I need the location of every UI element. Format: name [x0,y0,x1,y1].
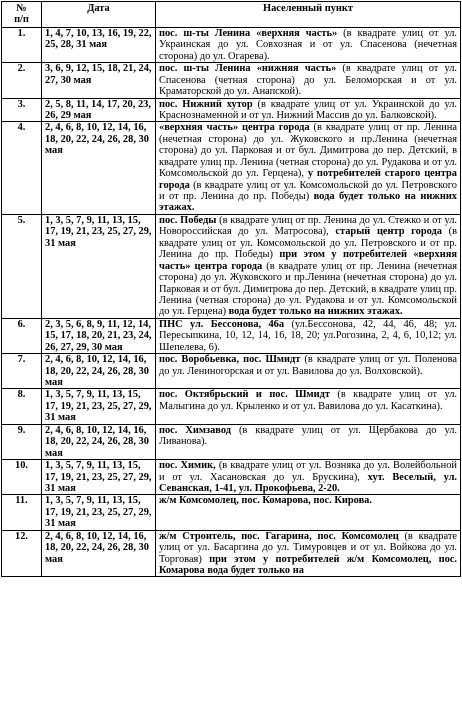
settlement-text-bold: пос. Октябрьский и пос. Шмидт [159,389,330,401]
settlement-text: (в квадрате улиц от ул. Украинской до ул. Краснознаменной и от ул. Нижний Массив до ул. Балковской). [159,98,458,121]
table-row [2,389,461,424]
settlement-text: (в квадрате улиц от ул. Возняка до ул. Волейбольной и от ул. Хасановская до ул. Брускина), [159,460,457,483]
header-number: № п/п [2,2,42,28]
row-settlement [156,424,461,459]
settlement-text-bold: пос. Химзавод [159,424,231,436]
table-row [2,318,461,353]
settlement-text: (в квадрате улиц от ул. Басаргина до ул. Тимуровцев и от ул. Войкова до ул. Торговая) [159,530,457,565]
row-dates: 2, 4, 6, 8, 10, 12, 14, 16, 18, 20, 22, 24, 26, 28, 30 мая [42,122,156,215]
table-row [2,424,461,459]
table-row [2,354,461,389]
row-number: 9. [2,424,42,459]
row-number: 3. [2,98,42,122]
row-dates: 2, 4, 6, 8, 10, 12, 14, 16, 18, 20, 22, 24, 26, 28, 30 мая [42,424,156,459]
settlement-text-bold: вода будет только на нижних этажах. [159,191,458,214]
settlement-text: (в квадрате улиц от ул. Украинская до ул. Совхозная и от ул. Спасенова (нечетная сторона) до ул. Огарева). [159,27,457,62]
row-settlement [156,98,461,122]
row-number: 2. [2,63,42,98]
settlement-text-bold: ж/м Строитель, пос. Гагарина, пос. Комсомолец [159,530,399,542]
row-settlement [156,389,461,424]
table-row [2,63,461,98]
row-settlement [156,495,461,530]
row-number: 5. [2,214,42,318]
row-settlement [156,354,461,389]
row-number: 7. [2,354,42,389]
settlement-text-bold: пос. ш-ты Ленина «нижняя часть» [159,63,337,75]
row-dates: 1, 4, 7, 10, 13, 16, 19, 22, 25, 28, 31 мая [42,27,156,62]
row-number: 6. [2,318,42,353]
row-settlement [156,318,461,353]
settlement-text: (в квадрате улиц от ул. Комсомольской до ул. Петровского и от пр. Ленина до пр. Победы) [159,226,457,261]
settlement-text-bold: при этом у потребителей «верхняя часть» центра города [159,249,457,272]
row-settlement [156,63,461,98]
settlement-text: (в квадрате улиц от ул. Комсомольской до ул. Петровского и от пр. Ленина до пр. Победы) [159,179,457,202]
settlement-text-bold: пос. ш-ты Ленина «верхняя часть» [159,27,338,39]
row-settlement [156,122,461,215]
settlement-text: (в квадрате улиц от пр. Ленина до ул. Стежко и от ул. Новороссийская до ул. Матросова), [159,214,457,238]
row-dates: 2, 3, 5, 6, 8, 9, 11, 12, 14, 15, 17, 18, 20, 21, 23, 24, 26, 27, 29, 30 мая [42,318,156,353]
settlement-text-bold: при этом у потребителей ж/м Комсомолец, пос. Комарова вода будет только на [159,553,457,576]
row-settlement [156,460,461,495]
row-dates: 3, 6, 9, 12, 15, 18, 21, 24, 27, 30 мая [42,63,156,98]
row-number: 1. [2,27,42,62]
row-number: 12. [2,530,42,577]
settlement-text-bold: пос. Воробьевка, пос. Шмидт [159,354,301,366]
settlement-text-bold: хут. Веселый, ул. Севанская, 1-41, ул. Прокофьева, 2-20. [159,471,458,494]
settlement-text-bold: пос. Нижний хутор [159,98,253,110]
settlement-text: (в квадрате улиц от пр. Ленина (нечетная сторона) до ул. Жуковского и пр.Ленина (нечетная сторона) до ул. Парковая и от бул. Димитрова до пер. Детский, в квадрате улиц пр. Ленина (четная сторона) до ул. Рудакова и от ул. Комсомольской до ул. Герцена) [159,260,457,318]
header-date: Дата [42,2,156,28]
row-settlement [156,27,461,62]
row-dates: 1, 3, 5, 7, 9, 11, 13, 15, 17, 19, 21, 23, 25, 27, 29, 31 мая [42,495,156,530]
row-number: 11. [2,495,42,530]
row-dates: 2, 4, 6, 8, 10, 12, 14, 16, 18, 20, 22, 24, 26, 28, 30 мая [42,530,156,577]
settlement-text-bold: у потребителей старого центра города [159,168,457,191]
settlement-text-bold: пос. Химик, [159,460,216,472]
settlement-text-bold: пос. Победы [159,214,217,226]
settlement-text-bold: вода будет только на нижних этажах. [228,306,403,318]
row-number: 4. [2,122,42,215]
row-dates: 1, 3, 5, 7, 9, 11, 13, 15, 17, 19, 21, 23, 25, 27, 29, 31 мая [42,389,156,424]
table-header-row [2,2,461,28]
settlement-text: (в квадрате улиц от ул. Спасенова (четная сторона) до ул. Беломорская и от ул. Краматорской до ул. Анапской). [159,63,457,98]
header-settlement: Населенный пункт [156,2,461,28]
water-schedule-table [1,1,461,577]
settlement-text: (ул.Бессонова, 42, 44, 46, 48; ул. Пересыпкина, 10, 12, 14, 16, 18, 20; ул.Рогозина, 2, 4, 6, 10,12; ул. Шепелева, 6). [159,318,458,353]
settlement-text-bold: «верхняя часть» центра города [159,122,310,134]
settlement-text: (в квадрате улиц от ул. Щербакова до ул. Ливанова). [159,424,457,448]
table-row [2,98,461,122]
row-number: 10. [2,460,42,495]
row-dates: 1, 3, 5, 7, 9, 11, 13, 15, 17, 19, 21, 23, 25, 27, 29, 31 мая [42,460,156,495]
settlement-text-bold: ж/м Комсомолец, пос. Комарова, пос. Кирова. [159,495,372,507]
row-number: 8. [2,389,42,424]
row-dates: 1, 3, 5, 7, 9, 11, 13, 15, 17, 19, 21, 23, 25, 27, 29, 31 мая [42,214,156,318]
table-row [2,460,461,495]
row-dates: 2, 4, 6, 8, 10, 12, 14, 16, 18, 20, 22, 24, 26, 28, 30 мая [42,354,156,389]
settlement-text: (в квадрате улиц от ул. Поленова до ул. Лениногорская и от ул. Вавилова до ул. Волховской). [159,354,457,377]
table-row [2,495,461,530]
row-dates: 2, 5, 8, 11, 14, 17, 20, 23, 26, 29 мая [42,98,156,122]
settlement-text-bold: ПНС ул. Бессонова, 46а [159,318,285,330]
table-row [2,214,461,318]
settlement-text: (в квадрате улиц от пр. Ленина (нечетная сторона) до ул. Жуковского и пр.Ленина (нечетная сторона) до ул. Парковая и от бул. Димитрова до пер. Детский, в квадрате улиц пр. Ленина (четная сторона) до ул. Рудакова и от ул. Комсомольской до ул. Герцена), [159,122,457,180]
row-settlement [156,214,461,318]
settlement-text: (в квадрате улиц от ул. Малыгина до ул. Крыленко и от ул. Вавилова до ул. Касаткина). [159,389,457,412]
table-row [2,27,461,62]
row-settlement [156,530,461,577]
settlement-text-bold: старый центр города [335,226,442,238]
table-row [2,530,461,577]
table-row [2,122,461,215]
